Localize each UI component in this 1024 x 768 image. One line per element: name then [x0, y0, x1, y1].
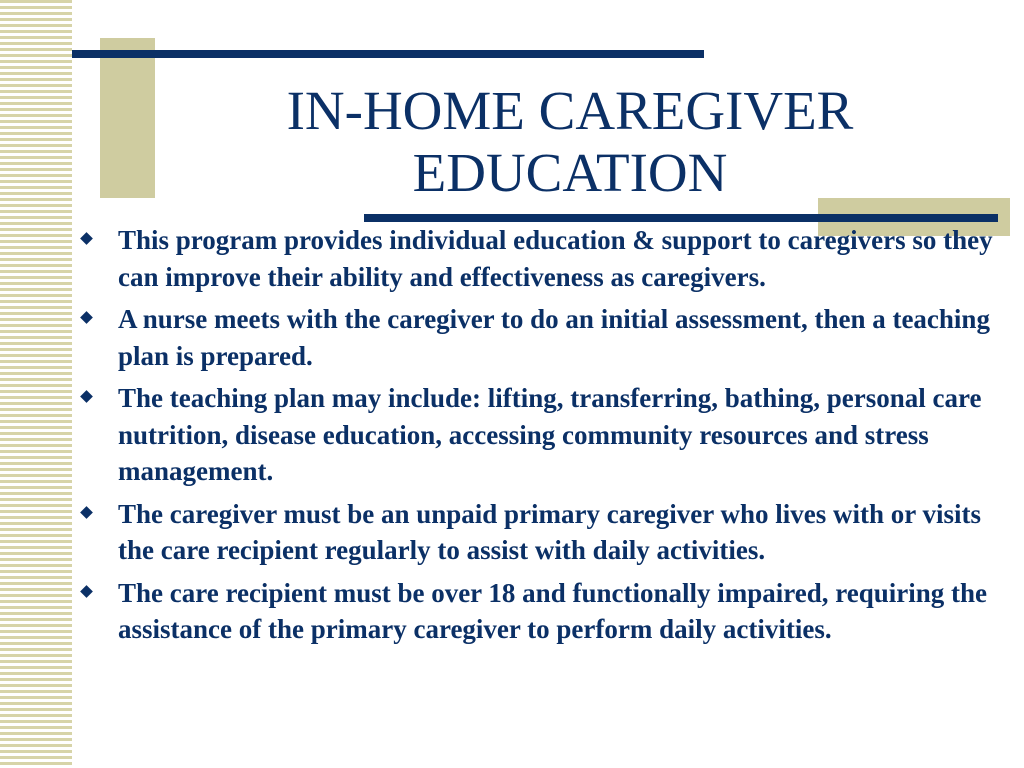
bullet-text: The teaching plan may include: lifting, transferring, bathing, personal care nutrition, disease education, accessing community resources and stress management. [118, 383, 982, 486]
accent-block-left [100, 38, 155, 198]
diamond-bullet-icon [80, 390, 93, 403]
bullet-item [78, 380, 1018, 490]
slide-title [215, 80, 925, 204]
diamond-bullet-icon [80, 506, 93, 519]
bullet-item [78, 496, 1018, 569]
bullet-text: The caregiver must be an unpaid primary caregiver who lives with or visits the care recipient regularly to assist with daily activities. [118, 498, 981, 565]
diamond-bullet-icon [80, 232, 93, 245]
title-rule-bottom [364, 214, 998, 222]
bullet-text: This program provides individual education & support to caregivers so they can improve their ability and effectiveness as caregivers. [118, 225, 993, 292]
bullet-text: The care recipient must be over 18 and functionally impaired, requiring the assistance of the primary caregiver to perform daily activities. [118, 577, 987, 644]
bullet-list [78, 222, 1018, 654]
slide-title-line-1: IN-HOME CAREGIVER [286, 80, 854, 141]
slide-title-line-2: EDUCATION [412, 142, 728, 203]
diamond-bullet-icon [80, 585, 93, 598]
bullet-item [78, 301, 1018, 374]
title-rule-top [72, 50, 704, 58]
bullet-item [78, 575, 1018, 648]
bullet-item [78, 222, 1018, 295]
diamond-bullet-icon [80, 311, 93, 324]
striped-side-pattern [0, 0, 72, 768]
bullet-text: A nurse meets with the caregiver to do an initial assessment, then a teaching plan is prepared. [118, 304, 990, 371]
